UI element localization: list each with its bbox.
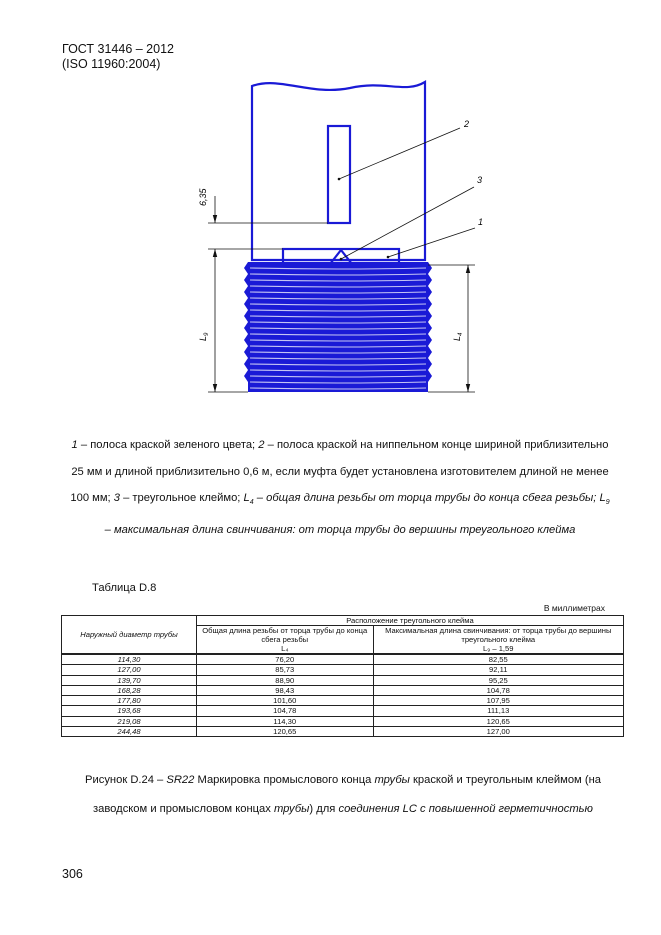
callout-2: 2 [464,119,470,129]
callout-3: 3 [477,175,483,185]
col-header-thread-length: Общая длина резьбы от торца трубы до конца сбега резьбы L₄ [197,626,374,655]
group-header: Расположение треугольного клейма [197,616,624,626]
table-title: Таблица D.8 [92,582,157,594]
data-table [61,615,624,737]
standard-number: ГОСТ 31446 – 2012 [62,42,174,56]
table-row: 127,00 85,73 92,11 [62,665,624,675]
table-row: 168,28 98,43 104,78 [62,685,624,695]
l4-label: $L_4$ [452,332,464,341]
document-code [62,42,174,72]
figure-legend: 1 – полоса краской зеленого цвета; 2 – полоса краской на ниппельном конце шириной приблизительно 25 мм и длиной приблизительно 0,6 м, если муфта будет установлена изготовителем длиной не менее 100 мм; 3 – треугольное клеймо; $L_4$ – общая длина резьбы от торца трубы до конца сбега резьбы; $L_9$ – максимальная длина свинчивания: от торца трубы до вершины треугольного клейма [70,439,610,536]
dimension-value: 6,35 [198,188,208,206]
table-row: 114,30 76,20 82,55 [62,654,624,665]
figure-caption: Рисунок D.24 – SR22 Маркировка промыслового конца трубы краской и треугольным клеймом (на заводском и промысловом концах трубы) для соединения LC с повышенной герметичностью [85,774,601,815]
unit-note: В миллиметрах [543,603,605,613]
table-row: 219,08 114,30 120,65 [62,716,624,726]
callout-1: 1 [478,217,484,227]
table-row: 139,70 88,90 95,25 [62,675,624,685]
l9-label: $L_9$ [198,332,210,341]
page-number: 306 [62,867,83,881]
col-header-diameter: Наружный диаметр трубы [62,616,197,655]
table-row: 177,80 101,60 107,95 [62,696,624,706]
threaded-pipe-end [244,262,432,392]
iso-reference: (ISO 11960:2004) [62,57,161,71]
table-row: 193,68 104,78 111,13 [62,706,624,716]
pipe-marking-drawing [190,78,490,408]
table-row: 244,48 120,65 127,00 [62,727,624,737]
col-header-makeup-length: Максимальная длина свинчивания: от торца трубы до вершины треугольного клейма L₉ – 1,59 [373,626,623,655]
